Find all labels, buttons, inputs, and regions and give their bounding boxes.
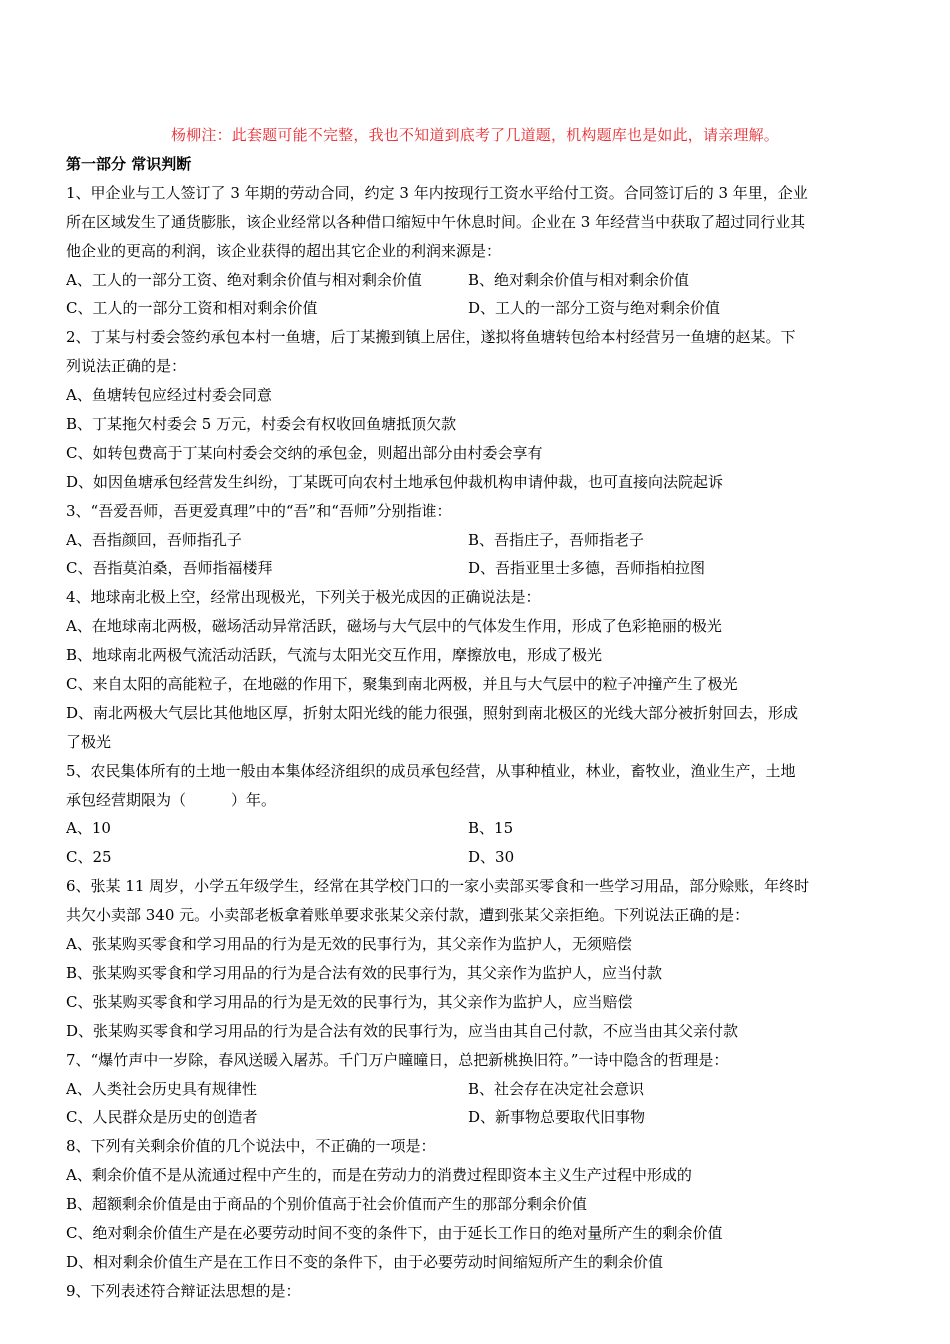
question-8 — [66, 1132, 888, 1276]
option-c: C、25 — [66, 848, 112, 867]
option-c: C、人民群众是历史的创造者 — [66, 1108, 258, 1127]
option-b: B、张某购买零食和学习用品的行为是合法有效的民事行为，其父亲作为监护人，应当付款 — [66, 963, 663, 982]
question-3 — [66, 497, 888, 584]
option-b: B、超额剩余价值是由于商品的个别价值高于社会价值而产生的那部分剩余价值 — [66, 1195, 588, 1214]
option-b: B、社会存在决定社会意识 — [468, 1079, 645, 1098]
section-title: 第一部分 常识判断 — [66, 155, 192, 173]
option-row — [66, 266, 888, 295]
question-stem: 4、地球南北极上空，经常出现极光，下列关于极光成因的正确说法是： — [66, 588, 541, 607]
option-d: D、30 — [468, 848, 515, 867]
question-stem: 9、下列表述符合辩证法思想的是： — [66, 1281, 301, 1300]
option-row — [66, 526, 888, 555]
question-1 — [66, 179, 888, 323]
option-a: A、人类社会历史具有规律性 — [66, 1079, 257, 1098]
question-stem: 5、农民集体所有的土地一般由本集体经济组织的成员承包经营，从事种植业，林业，畜牧业，渔业生产，土地 — [66, 761, 796, 780]
option-a: A、张某购买零食和学习用品的行为是无效的民事行为，其父亲作为监护人，无须赔偿 — [66, 935, 632, 954]
option-c: C、绝对剩余价值生产是在必要劳动时间不变的条件下，由于延长工作日的绝对量所产生的剩余价值 — [66, 1223, 723, 1242]
option-row — [66, 1103, 888, 1132]
option-b: B、吾指庄子，吾师指老子 — [468, 530, 645, 549]
option-d: D、相对剩余价值生产是在工作日不变的条件下，由于必要劳动时间缩短所产生的剩余价值 — [66, 1252, 664, 1271]
option-a: A、10 — [66, 819, 111, 838]
option-a: A、鱼塘转包应经过村委会同意 — [66, 386, 272, 405]
option-row — [66, 843, 888, 872]
question-stem: 2、丁某与村委会签约承包本村一鱼塘，后丁某搬到镇上居住，遂拟将鱼塘转包给本村经营另一鱼塘的赵某。下 — [66, 328, 796, 347]
option-c: C、工人的一部分工资和相对剩余价值 — [66, 299, 318, 318]
question-stem: 1、甲企业与工人签订了 3 年期的劳动合同，约定 3 年内按现行工资水平给付工资。合同签订后的 3 年里，企业 — [66, 183, 808, 202]
option-a: A、工人的一部分工资、绝对剩余价值与相对剩余价值 — [66, 270, 422, 289]
question-stem: 6、张某 11 周岁，小学五年级学生，经常在其学校门口的一家小卖部买零食和一些学习用品，部分赊账，年终时 — [66, 877, 810, 896]
option-d: D、南北两极大气层比其他地区厚，折射太阳光线的能力很强，照射到南北极区的光线大部分被折射回去，形成 — [66, 703, 799, 722]
option-row — [66, 814, 888, 843]
question-stem: 承包经营期限为（ ）年。 — [66, 790, 277, 809]
editor-note: 杨柳注：此套题可能不完整，我也不知道到底考了几道题，机构题库也是如此，请亲理解。 — [170, 126, 779, 144]
option-d: D、新事物总要取代旧事物 — [468, 1108, 646, 1127]
option-d: D、吾指亚里士多德，吾师指柏拉图 — [468, 559, 706, 578]
option-d: D、工人的一部分工资与绝对剩余价值 — [468, 299, 721, 318]
option-row — [66, 294, 888, 323]
option-c: C、来自太阳的高能粒子，在地磁的作用下，聚集到南北两极，并且与大气层中的粒子冲撞产生了极光 — [66, 675, 738, 694]
option-b: B、地球南北两极气流活动活跃，气流与太阳光交互作用，摩擦放电，形成了极光 — [66, 646, 603, 665]
question-stem: 8、下列有关剩余价值的几个说法中，不正确的一项是： — [66, 1137, 436, 1156]
option-c: C、张某购买零食和学习用品的行为是无效的民事行为，其父亲作为监护人，应当赔偿 — [66, 992, 633, 1011]
option-d: D、张某购买零食和学习用品的行为是合法有效的民事行为，应当由其自己付款，不应当由其父亲付款 — [66, 1021, 739, 1040]
question-stem: 3、“吾爱吾师，吾更爱真理”中的“吾”和“吾师”分别指谁： — [66, 501, 452, 520]
option-row — [66, 554, 888, 583]
option-a: A、吾指颜回，吾师指孔子 — [66, 530, 242, 549]
question-5 — [66, 757, 888, 873]
option-a: A、剩余价值不是从流通过程中产生的，而是在劳动力的消费过程即资本主义生产过程中形成的 — [66, 1166, 692, 1185]
question-4 — [66, 583, 888, 756]
option-b: B、丁某拖欠村委会 5 万元，村委会有权收回鱼塘抵顶欠款 — [66, 415, 457, 434]
question-stem: 共欠小卖部 340 元。小卖部老板拿着账单要求张某父亲付款，遭到张某父亲拒绝。下列说法正确的是： — [66, 906, 750, 925]
option-d-continued: 了极光 — [66, 732, 112, 751]
question-stem: 所在区域发生了通货膨胀，该企业经常以各种借口缩短中午休息时间。企业在 3 年经营当中获取了超过同行业其 — [66, 212, 806, 231]
option-a: A、在地球南北两极，磁场活动异常活跃，磁场与大气层中的气体发生作用，形成了色彩艳丽的极光 — [66, 617, 722, 636]
question-stem: 列说法正确的是： — [66, 357, 187, 376]
question-stem: 7、“爆竹声中一岁除，春风送暖入屠苏。千门万户曈曈日，总把新桃换旧符。”一诗中隐含的哲理是： — [66, 1050, 729, 1069]
option-row — [66, 1075, 888, 1104]
question-6 — [66, 872, 888, 1045]
question-9 — [66, 1277, 888, 1306]
option-b: B、绝对剩余价值与相对剩余价值 — [468, 270, 690, 289]
question-7 — [66, 1046, 888, 1133]
option-c: C、吾指莫泊桑，吾师指福楼拜 — [66, 559, 273, 578]
option-b: B、15 — [468, 819, 514, 838]
option-c: C、如转包费高于丁某向村委会交纳的承包金，则超出部分由村委会享有 — [66, 443, 543, 462]
question-stem: 他企业的更高的利润，该企业获得的超出其它企业的利润来源是： — [66, 241, 502, 260]
option-d: D、如因鱼塘承包经营发生纠纷，丁某既可向农村土地承包仲裁机构申请仲裁，也可直接向法院起诉 — [66, 472, 724, 491]
question-content — [66, 150, 888, 1306]
question-2 — [66, 323, 888, 496]
